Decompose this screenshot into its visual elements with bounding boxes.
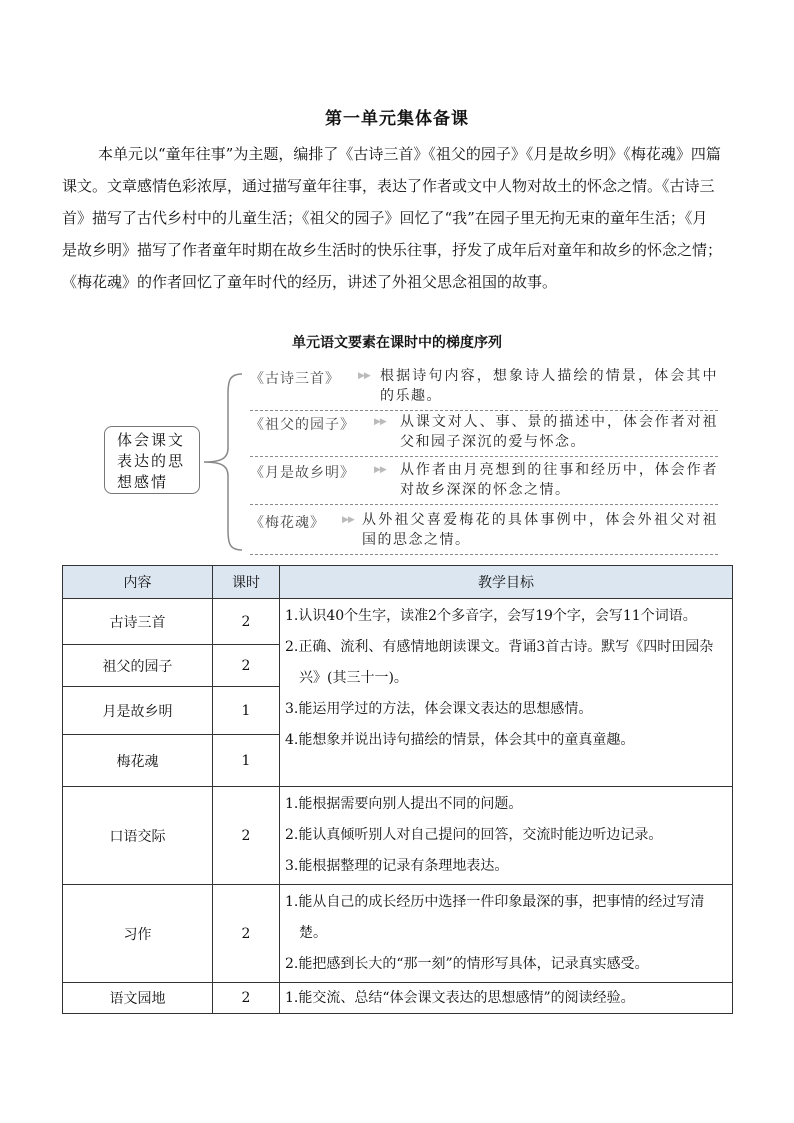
goal-item: 1.能交流、总结“体会课文表达的思想感情”的阅读经验。 [285,990,635,1006]
diagram-branch [250,460,718,505]
arrow-icon: ▶▶ [374,465,386,475]
intro-paragraph: 本单元以“童年往事”为主题，编排了《古诗三首》《祖父的园子》《月是故乡明》《梅花魂》四篇课文。文章感情色彩浓厚，通过描写童年往事，表达了作者或文中人物对故土的怀念之情。《古诗三首》描写了古代乡村中的儿童生活；《祖父的园子》回忆了“我”在园子里无拘无束的童年生活；《月是故乡明》描写了作者童年时期在故乡生活时的快乐往事，抒发了成年后对童年和故乡的怀念之情；《梅花魂》的作者回忆了童年时代的经历，讲述了外祖父思念祖国的故事。 [62,145,723,291]
header-hours: 课时 [213,566,280,599]
branch-label: 《月是故乡明》 [250,465,355,481]
cell-hours: 2 [213,645,280,687]
cell-goals [280,885,733,983]
cell-hours: 2 [213,787,280,885]
cell-content: 习作 [63,885,213,983]
branch-description: 从课文对人、事、景的描述中，体会作者对祖父和园子深沉的爱与怀念。 [400,414,718,450]
cell-content: 语文园地 [63,983,213,1014]
goal-item: 3.能根据整理的记录有条理地表达。 [285,858,509,874]
cell-goals [280,787,733,885]
branch-label: 《古诗三首》 [250,371,340,387]
table-row [63,885,733,983]
diagram-title: 单元语文要素在课时中的梯度序列 [292,335,502,351]
diagram-branch [250,412,718,457]
arrow-icon: ▶▶ [358,371,370,381]
page-title: 第一单元集体备课 [325,109,469,129]
cell-hours: 2 [213,983,280,1014]
branch-description: 从外祖父喜爱梅花的具体事例中，体会外祖父对祖国的思念之情。 [362,512,718,548]
cell-hours: 2 [213,885,280,983]
header-content: 内容 [63,566,213,599]
cell-content: 口语交际 [63,787,213,885]
lesson-plan-table [62,565,733,1014]
cell-content: 梅花魂 [63,735,213,787]
table-row [63,983,733,1014]
diagram-root-box: 体会课文表达的思想感情 [104,426,200,494]
table-row [63,787,733,885]
cell-content: 月是故乡明 [63,687,213,735]
cell-hours: 2 [213,599,280,645]
arrow-icon: ▶▶ [374,417,386,427]
cell-hours: 1 [213,687,280,735]
cell-goals [280,599,733,787]
goal-item: 2.正确、流利、有感情地朗读课文。背诵3首古诗。默写《四时田园杂兴》(其三十一)。 [285,639,714,686]
cell-hours: 1 [213,735,280,787]
goal-item: 2.能认真倾听别人对自己提问的回答，交流时能边听边记录。 [285,827,663,843]
goal-item: 3.能运用学过的方法，体会课文表达的思想感情。 [285,701,593,717]
cell-goals [280,983,733,1014]
goal-item: 1.能根据需要向别人提出不同的问题。 [285,796,523,812]
goal-item: 1.能从自己的成长经历中选择一件印象最深的事，把事情的经过写清楚。 [285,894,705,941]
branch-label: 《梅花魂》 [250,515,325,531]
cell-content: 祖父的园子 [63,645,213,687]
diagram-branch [250,510,718,555]
goal-item: 2.能把感到长大的“那一刻”的情形写具体，记录真实感受。 [285,956,649,972]
table-row [63,599,733,645]
table-header-row [63,566,733,599]
arrow-icon: ▶▶ [342,515,354,525]
diagram-branch [250,366,718,411]
branch-description: 从作者由月亮想到的往事和经历中，体会作者对故乡深深的怀念之情。 [400,462,718,498]
cell-content: 古诗三首 [63,599,213,645]
goal-item: 1.认识40个生字，读准2个多音字，会写19个字，会写11个词语。 [285,608,697,624]
diagram-brace [200,372,248,552]
branch-label: 《祖父的园子》 [250,417,355,433]
header-goals: 教学目标 [280,566,733,599]
goal-item: 4.能想象并说出诗句描绘的情景，体会其中的童真童趣。 [285,732,635,748]
branch-description: 根据诗句内容，想象诗人描绘的情景，体会其中的乐趣。 [380,368,718,404]
